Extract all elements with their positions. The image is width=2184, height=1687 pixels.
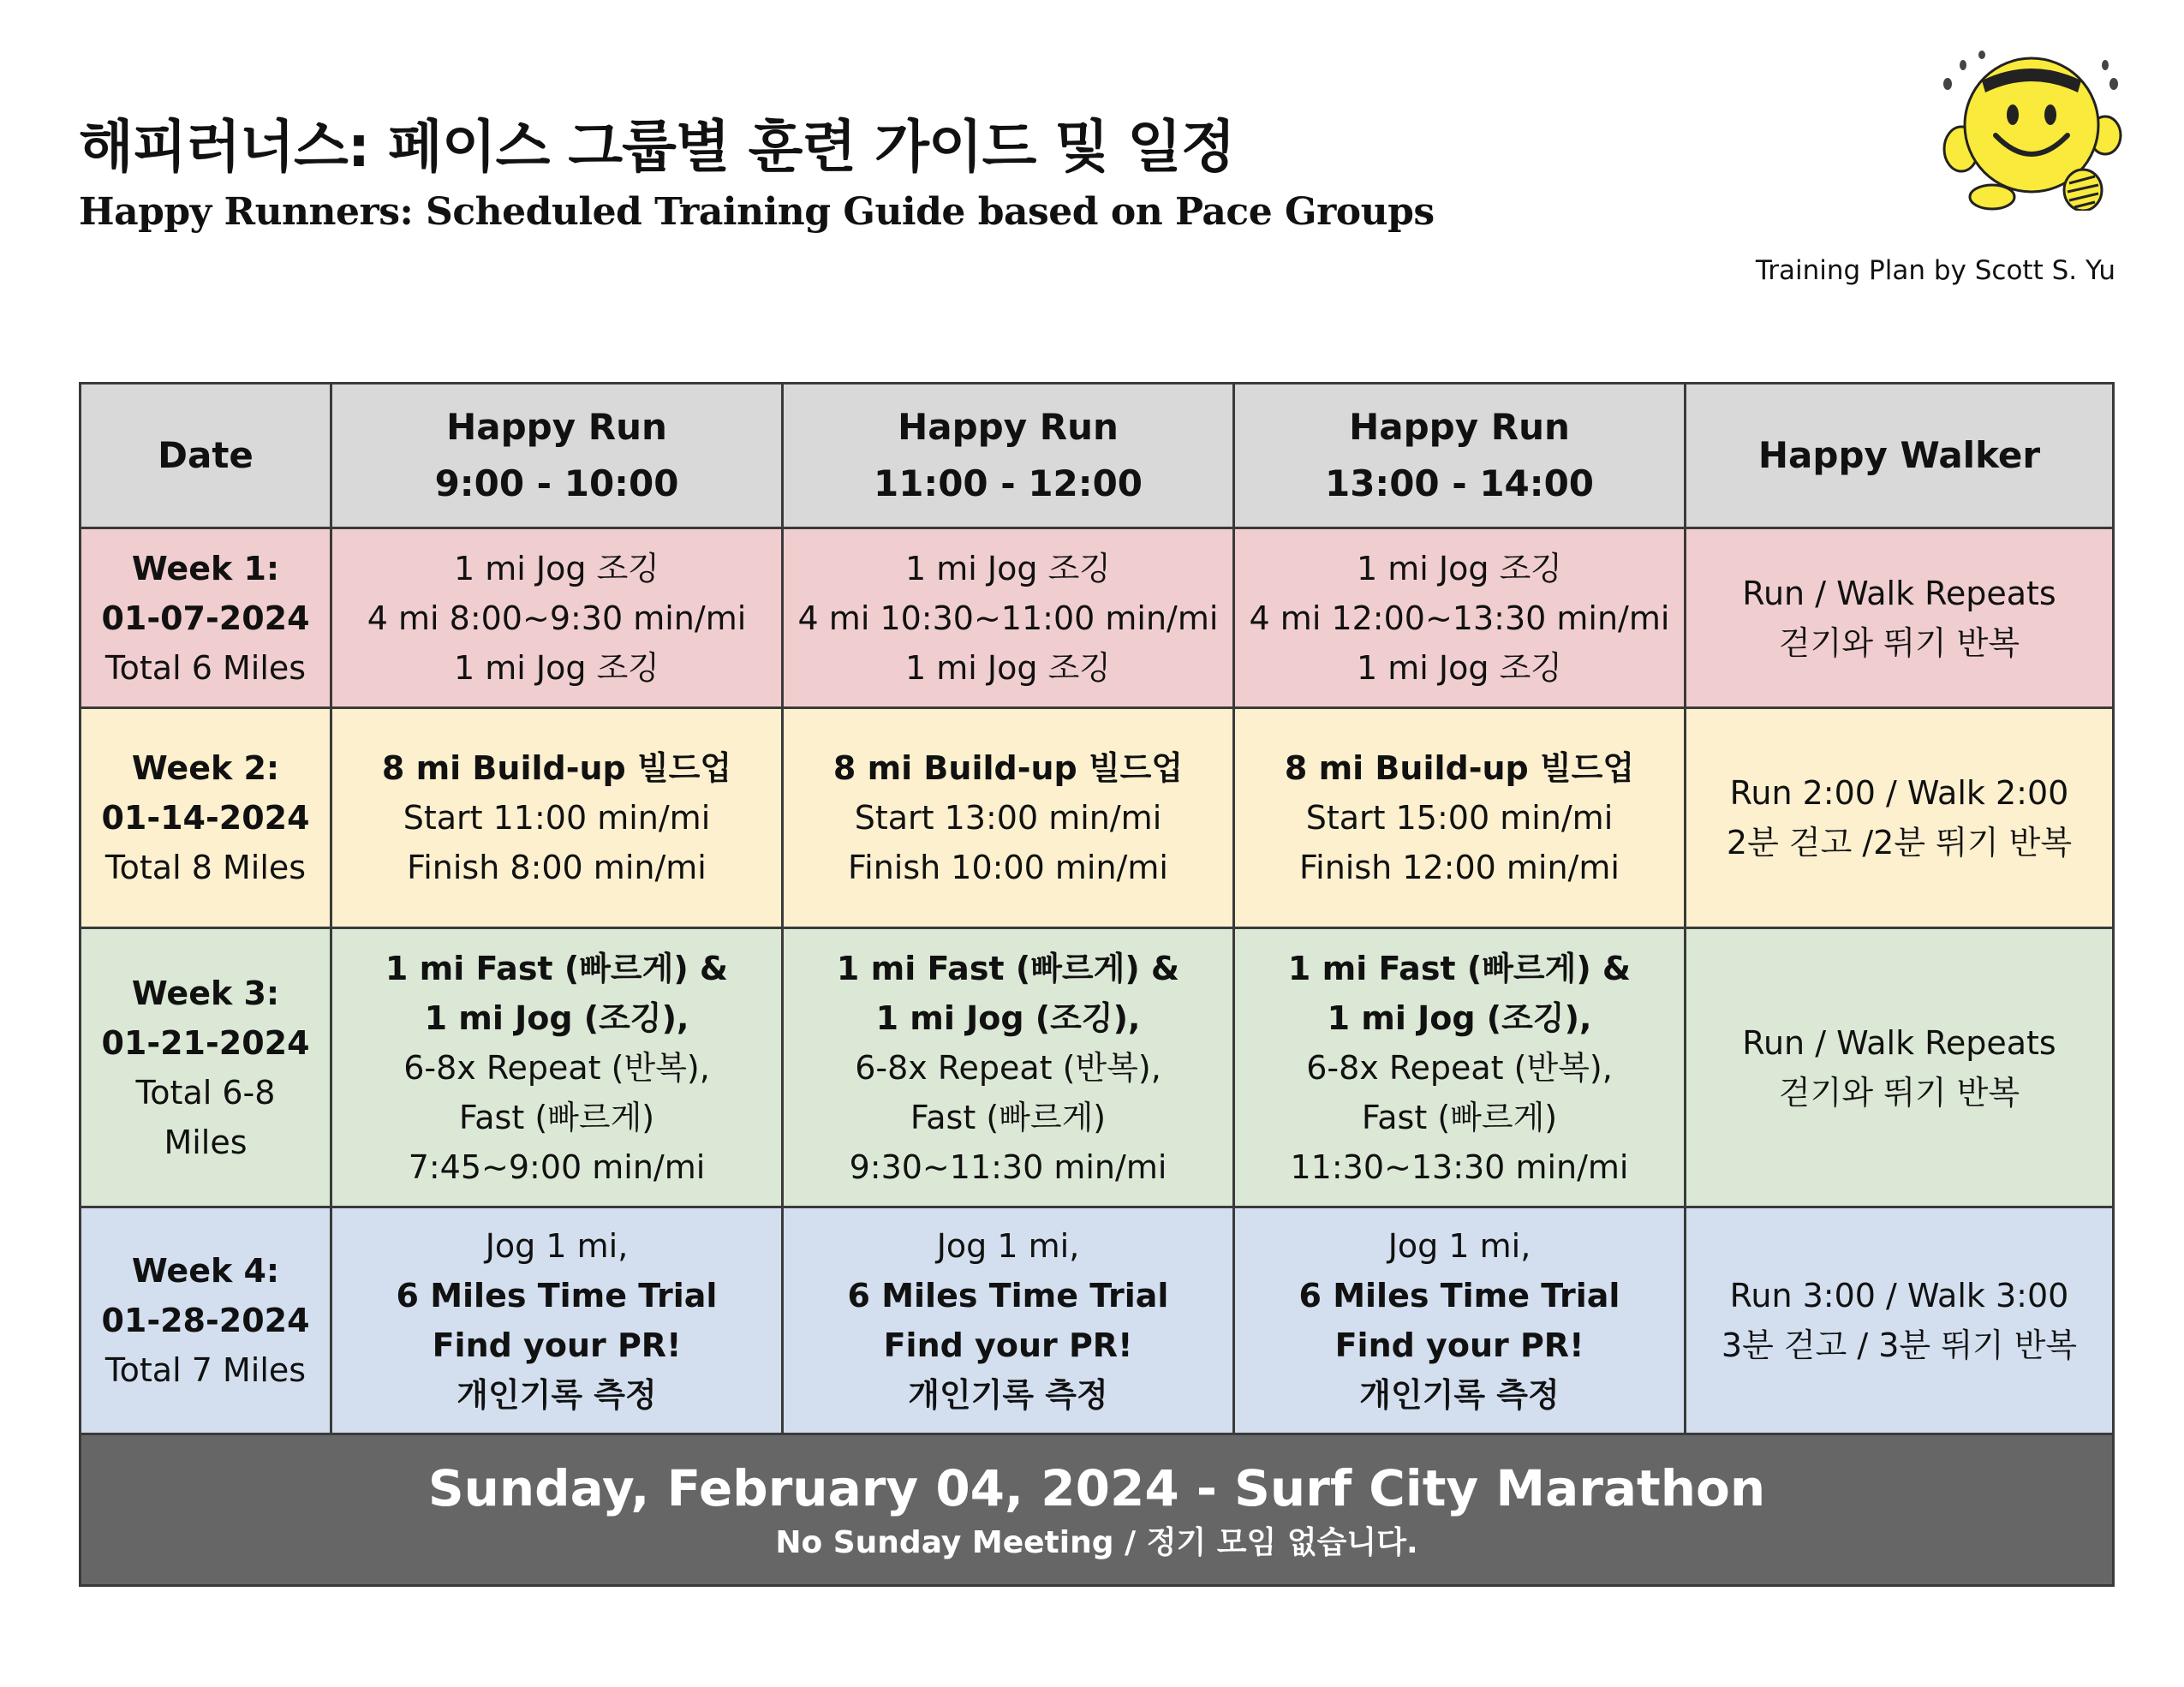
workout-line: Find your PR! — [432, 1326, 682, 1364]
page-title-english: Happy Runners: Scheduled Training Guide based on Pace Groups — [79, 190, 1435, 234]
marathon-footer-cell — [81, 1434, 2114, 1586]
week-2-run-13-cell — [1234, 708, 1686, 928]
workout-line: 1 mi Jog (조깅), — [1327, 998, 1592, 1037]
week-label: Week 2: — [131, 749, 280, 787]
week-total: Total 8 Miles — [104, 849, 307, 886]
week-3-walker-cell — [1686, 928, 2114, 1207]
workout-line: 1 mi Jog (조깅), — [875, 998, 1141, 1037]
smiley-runner-icon — [1937, 39, 2126, 211]
no-meeting-note: No Sunday Meeting / 정기 모임 없습니다. — [775, 1525, 1418, 1560]
table-header-row — [81, 384, 2114, 528]
workout-line: 6-8x Repeat (반복), — [1306, 1048, 1613, 1087]
header-happy-walker — [1686, 384, 2114, 528]
header-date-label: Date — [158, 434, 254, 476]
workout-line: Finish 12:00 min/mi — [1299, 849, 1620, 886]
workout-line: Start 11:00 min/mi — [403, 799, 711, 837]
page-title-korean: 해피러너스: 페이스 그룹별 훈련 가이드 및 일정 — [79, 114, 1235, 180]
workout-line: 6 Miles Time Trial — [847, 1277, 1169, 1314]
week-1-walker-cell — [1686, 528, 2114, 708]
workout-line: 걷기와 뛰기 반복 — [1778, 623, 2020, 662]
workout-line: 8 mi Build-up 빌드업 — [1284, 749, 1635, 787]
header-group-time: 11:00 - 12:00 — [873, 462, 1143, 504]
week-1-run-11-cell — [783, 528, 1234, 708]
week-total: Total 6-8 — [135, 1073, 276, 1112]
week-label: Week 4: — [131, 1252, 280, 1290]
header-group-time: 9:00 - 10:00 — [434, 462, 679, 504]
marathon-footer-row — [81, 1434, 2114, 1586]
workout-line: Finish 8:00 min/mi — [407, 849, 707, 886]
week-2-date-cell — [81, 708, 331, 928]
week-3-run-13-cell — [1234, 928, 1686, 1207]
workout-line: 1 mi Fast (빠르게) & — [836, 949, 1180, 987]
marathon-event-title: Sunday, February 04, 2024 - Surf City Marathon — [427, 1459, 1766, 1517]
header-happy-run-11 — [783, 384, 1234, 528]
week-3-run-9-cell — [331, 928, 783, 1207]
workout-line: 11:30~13:30 min/mi — [1290, 1148, 1629, 1186]
header-date — [81, 384, 331, 528]
workout-line: 6-8x Repeat (반복), — [855, 1048, 1161, 1087]
workout-line: Jog 1 mi, — [936, 1227, 1080, 1265]
header-group-name: Happy Run — [1349, 406, 1570, 448]
workout-line: 8 mi Build-up 빌드업 — [381, 749, 732, 787]
workout-line: Start 13:00 min/mi — [854, 799, 1162, 837]
week-label: Week 1: — [131, 549, 280, 587]
header-group-name: Happy Run — [898, 406, 1119, 448]
workout-line: Run 3:00 / Walk 3:00 — [1729, 1277, 2069, 1314]
workout-line: 6-8x Repeat (반복), — [403, 1048, 710, 1087]
week-1-run-9-cell — [331, 528, 783, 708]
week-1-run-13-cell — [1234, 528, 1686, 708]
workout-line: 3분 걷고 / 3분 뛰기 반복 — [1721, 1326, 2078, 1364]
week-date: 01-28-2024 — [101, 1302, 310, 1339]
workout-line: 7:45~9:00 min/mi — [408, 1148, 706, 1186]
table-row-week-3 — [81, 928, 2114, 1207]
workout-line: 6 Miles Time Trial — [396, 1277, 718, 1314]
workout-line: Fast (빠르게) — [458, 1098, 655, 1136]
workout-line: 1 mi Jog 조깅 — [905, 648, 1111, 687]
workout-line: 1 mi Jog 조깅 — [905, 549, 1111, 587]
week-total: Total 7 Miles — [104, 1351, 307, 1389]
week-4-walker-cell — [1686, 1207, 2114, 1434]
workout-line: 2분 걷고 /2분 뛰기 반복 — [1726, 824, 2073, 861]
workout-line: Jog 1 mi, — [485, 1227, 629, 1265]
workout-line: 4 mi 10:30~11:00 min/mi — [797, 599, 1219, 637]
week-2-run-9-cell — [331, 708, 783, 928]
training-plan-credit: Training Plan by Scott S. Yu — [1755, 255, 2115, 286]
header-happy-run-9 — [331, 384, 783, 528]
week-total: Miles — [164, 1123, 248, 1161]
week-1-date-cell — [81, 528, 331, 708]
workout-line: Run 2:00 / Walk 2:00 — [1729, 774, 2069, 812]
workout-line: 6 Miles Time Trial — [1298, 1277, 1620, 1314]
workout-line: Finish 10:00 min/mi — [848, 849, 1168, 886]
week-4-date-cell — [81, 1207, 331, 1434]
week-4-run-9-cell — [331, 1207, 783, 1434]
week-4-run-13-cell — [1234, 1207, 1686, 1434]
workout-line: Fast (빠르게) — [1361, 1098, 1558, 1136]
header-group-name: Happy Walker — [1757, 434, 2041, 476]
week-date: 01-07-2024 — [101, 599, 310, 637]
workout-line: 걷기와 뛰기 반복 — [1778, 1073, 2020, 1112]
workout-line: 9:30~11:30 min/mi — [849, 1148, 1167, 1186]
workout-line: Find your PR! — [1334, 1326, 1584, 1364]
week-3-run-11-cell — [783, 928, 1234, 1207]
header-group-time: 13:00 - 14:00 — [1324, 462, 1595, 504]
workout-line: 1 mi Jog 조깅 — [454, 648, 659, 687]
table-row-week-4 — [81, 1207, 2114, 1434]
workout-line: Jog 1 mi, — [1387, 1227, 1531, 1265]
table-row-week-2 — [81, 708, 2114, 928]
week-date: 01-21-2024 — [101, 1023, 310, 1062]
week-2-walker-cell — [1686, 708, 2114, 928]
workout-line: 4 mi 8:00~9:30 min/mi — [367, 599, 747, 637]
workout-line: Start 15:00 min/mi — [1305, 799, 1614, 837]
header-happy-run-13 — [1234, 384, 1686, 528]
workout-line: 개인기록 측정 — [908, 1376, 1108, 1414]
workout-line: 1 mi Jog 조깅 — [1357, 648, 1562, 687]
workout-line: Run / Walk Repeats — [1742, 574, 2056, 612]
workout-line: 8 mi Build-up 빌드업 — [832, 749, 1184, 787]
week-4-run-11-cell — [783, 1207, 1234, 1434]
workout-line: Fast (빠르게) — [910, 1098, 1107, 1136]
week-label: Week 3: — [131, 974, 280, 1012]
workout-line: 1 mi Jog (조깅), — [424, 998, 689, 1037]
workout-line: Run / Walk Repeats — [1742, 1023, 2056, 1062]
week-date: 01-14-2024 — [101, 799, 310, 837]
workout-line: 개인기록 측정 — [456, 1376, 657, 1414]
workout-line: 1 mi Jog 조깅 — [454, 549, 659, 587]
workout-line: 1 mi Fast (빠르게) & — [1287, 949, 1632, 987]
workout-line: 4 mi 12:00~13:30 min/mi — [1249, 599, 1670, 637]
header-group-name: Happy Run — [446, 406, 667, 448]
week-3-date-cell — [81, 928, 331, 1207]
workout-line: 1 mi Fast (빠르게) & — [385, 949, 729, 987]
workout-line: 1 mi Jog 조깅 — [1357, 549, 1562, 587]
workout-line: Find your PR! — [883, 1326, 1133, 1364]
week-total: Total 6 Miles — [104, 648, 307, 687]
week-2-run-11-cell — [783, 708, 1234, 928]
workout-line: 개인기록 측정 — [1359, 1376, 1560, 1414]
training-schedule-table — [79, 382, 2115, 1587]
table-row-week-1 — [81, 528, 2114, 708]
